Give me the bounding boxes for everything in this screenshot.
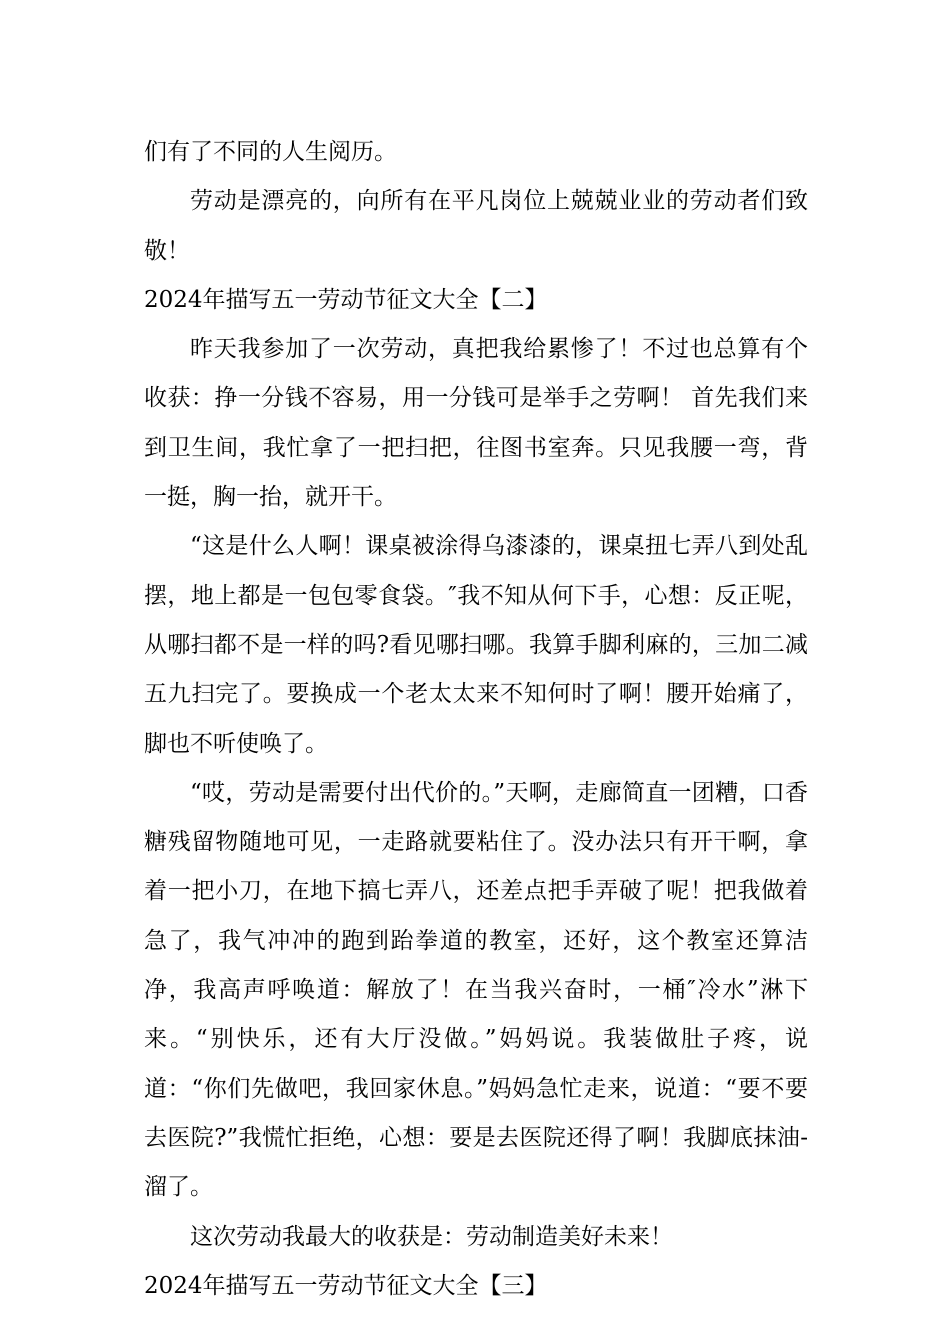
paragraph-yesterday-labor: 昨天我参加了一次劳动，真把我给累惨了！不过也总算有个收获：挣一分钱不容易，用一分钱可是举手之劳啊！ 首先我们来到卫生间，我忙拿了一把扫把，往图书室奔。只见我腰一弯，背一挺，胸一抬，就开干。: [144, 336, 808, 511]
paragraph-tribute: 劳动是漂亮的，向所有在平凡岗位上兢兢业业的劳动者们致敬！: [144, 188, 808, 264]
paragraph-conclusion: 这次劳动我最大的收获是：劳动制造美好未来！: [190, 1223, 673, 1250]
paragraph-continuation: 们有了不同的人生阅历。: [144, 139, 397, 165]
section-heading-two: 2024年描写五一劳动节征文大全【二】: [144, 286, 548, 313]
document-body: [144, 128, 808, 1311]
paragraph-classroom: “这是什么人啊！课桌被涂得乌漆漆的，课桌扭七弄八到处乱摆，地上都是一包包零食袋。″我不知从何下手，心想：反正呢，从哪扫都不是一样的吗?看见哪扫哪。我算手脚利麻的，三加二减五九扫完了。要换成一个老太太来不知何时了啊！腰开始痛了，脚也不听使唤了。: [144, 533, 808, 757]
paragraph-hallway: “哎，劳动是需要付出代价的。”天啊，走廊简直一团糟，口香糖残留物随地可见，一走路就要粘住了。没办法只有开干啊，拿着一把小刀，在地下搞七弄八，还差点把手弄破了呢！把我做着急了，我气冲冲的跑到跆拳道的教室，还好，这个教室还算洁净，我高声呼唤道：解放了！在当我兴奋时，一桶″冷水”淋下来。“别快乐，还有大厅没做。”妈妈说。我装做肚子疼，说道：“你们先做吧，我回家休息。”妈妈急忙走来，说道：“要不要去医院?”我慌忙拒绝，心想：要是去医院还得了啊！我脚底抹油-溜了。: [144, 779, 808, 1201]
section-heading-three: 2024年描写五一劳动节征文大全【三】: [144, 1272, 548, 1299]
